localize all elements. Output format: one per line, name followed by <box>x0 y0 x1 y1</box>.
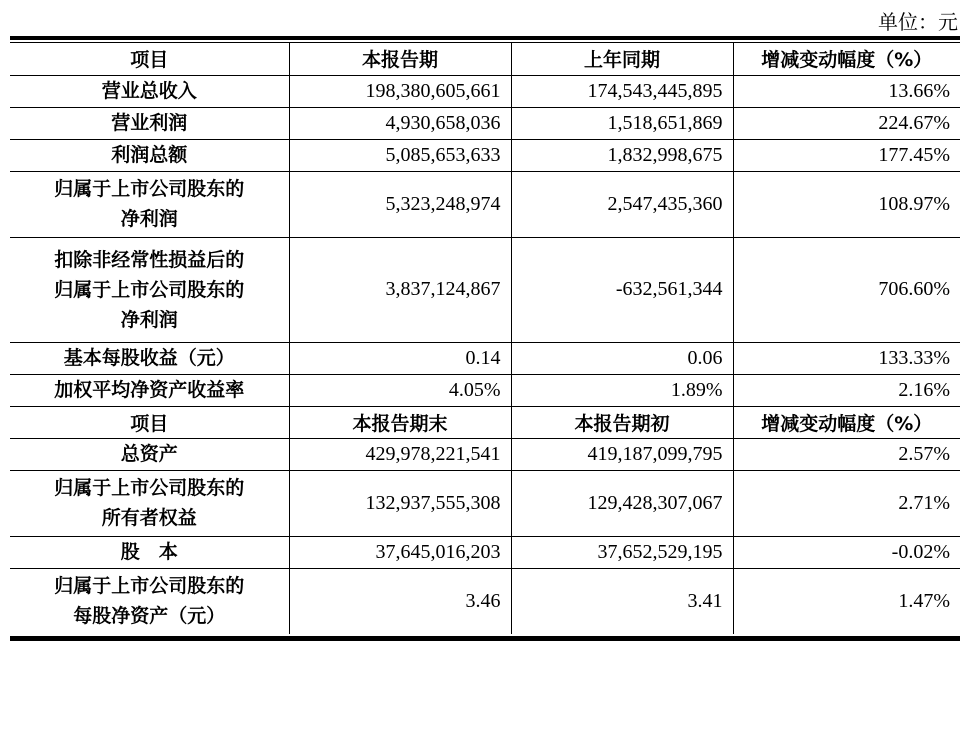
bottom-rule <box>10 637 960 641</box>
column-header: 增减变动幅度（%） <box>733 406 960 438</box>
cell-prior: 174,543,445,895 <box>511 75 733 107</box>
table-row <box>10 568 960 634</box>
row-label-line: 营业利润 <box>111 112 188 134</box>
row-label-line: 每股净资产（元） <box>73 605 226 628</box>
row-label-line: 总资产 <box>120 443 178 465</box>
cell-change: 13.66% <box>733 75 960 107</box>
cell-current: 429,978,221,541 <box>289 438 511 470</box>
cell-prior: 37,652,529,195 <box>511 536 733 568</box>
cell-prior: 1,832,998,675 <box>511 139 733 171</box>
cell-current: 3.46 <box>289 568 511 634</box>
row-label <box>10 470 289 536</box>
financial-summary-table-wrapper <box>10 36 960 641</box>
row-label-line: 归属于上市公司股东的 <box>54 178 245 200</box>
column-header: 本报告期初 <box>511 406 733 438</box>
row-label-line: 股 本 <box>120 541 178 563</box>
header-row <box>10 406 960 438</box>
top-rule <box>10 36 960 40</box>
cell-current: 132,937,555,308 <box>289 470 511 536</box>
cell-current: 4,930,658,036 <box>289 107 511 139</box>
cell-prior: 2,547,435,360 <box>511 171 733 237</box>
cell-change: 1.47% <box>733 568 960 634</box>
row-label-line: 净利润 <box>120 308 178 331</box>
table-row <box>10 107 960 139</box>
row-label <box>10 75 289 107</box>
cell-prior: -632,561,344 <box>511 237 733 342</box>
table-row <box>10 171 960 237</box>
cell-current: 0.14 <box>289 342 511 374</box>
cell-change: 706.60% <box>733 237 960 342</box>
row-label <box>10 139 289 171</box>
row-label <box>10 438 289 470</box>
cell-change: 2.57% <box>733 438 960 470</box>
cell-current: 198,380,605,661 <box>289 75 511 107</box>
cell-change: 2.71% <box>733 470 960 536</box>
row-label <box>10 374 289 406</box>
table-row <box>10 75 960 107</box>
cell-change: 108.97% <box>733 171 960 237</box>
row-label-line: 归属于上市公司股东的 <box>54 575 245 598</box>
row-label <box>10 107 289 139</box>
table-body <box>10 43 960 634</box>
column-header: 上年同期 <box>511 43 733 75</box>
table-row <box>10 438 960 470</box>
row-label <box>10 536 289 568</box>
row-label <box>10 171 289 237</box>
table-row <box>10 139 960 171</box>
header-row <box>10 43 960 75</box>
unit-label: 单位：元 <box>878 12 958 34</box>
table-row <box>10 470 960 536</box>
column-header: 增减变动幅度（%） <box>733 43 960 75</box>
column-header: 本报告期 <box>289 43 511 75</box>
cell-change: 133.33% <box>733 342 960 374</box>
row-label <box>10 237 289 342</box>
row-label <box>10 342 289 374</box>
row-label-line: 基本每股收益（元） <box>63 347 235 369</box>
row-label-line: 营业总收入 <box>101 80 197 102</box>
table-row <box>10 237 960 342</box>
row-label-line: 归属于上市公司股东的 <box>54 477 245 499</box>
column-header: 本报告期末 <box>289 406 511 438</box>
cell-change: 177.45% <box>733 139 960 171</box>
cell-prior: 1,518,651,869 <box>511 107 733 139</box>
table-row <box>10 536 960 568</box>
row-label-line: 归属于上市公司股东的 <box>54 278 245 301</box>
row-label-line: 净利润 <box>120 208 178 230</box>
row-label <box>10 568 289 634</box>
cell-prior: 3.41 <box>511 568 733 634</box>
cell-change: 2.16% <box>733 374 960 406</box>
cell-prior: 0.06 <box>511 342 733 374</box>
row-label-line: 扣除非经常性损益后的 <box>54 248 245 271</box>
table-row <box>10 342 960 374</box>
cell-prior: 1.89% <box>511 374 733 406</box>
row-label-line: 利润总额 <box>111 144 188 166</box>
column-header: 项目 <box>10 406 289 438</box>
cell-change: 224.67% <box>733 107 960 139</box>
row-label-line: 加权平均净资产收益率 <box>54 379 245 401</box>
cell-current: 5,323,248,974 <box>289 171 511 237</box>
cell-current: 5,085,653,633 <box>289 139 511 171</box>
cell-current: 37,645,016,203 <box>289 536 511 568</box>
row-label-line: 所有者权益 <box>101 507 197 529</box>
financial-summary-table <box>10 43 960 634</box>
table-row <box>10 374 960 406</box>
column-header: 项目 <box>10 43 289 75</box>
cell-change: -0.02% <box>733 536 960 568</box>
cell-current: 3,837,124,867 <box>289 237 511 342</box>
cell-prior: 419,187,099,795 <box>511 438 733 470</box>
cell-prior: 129,428,307,067 <box>511 470 733 536</box>
cell-current: 4.05% <box>289 374 511 406</box>
